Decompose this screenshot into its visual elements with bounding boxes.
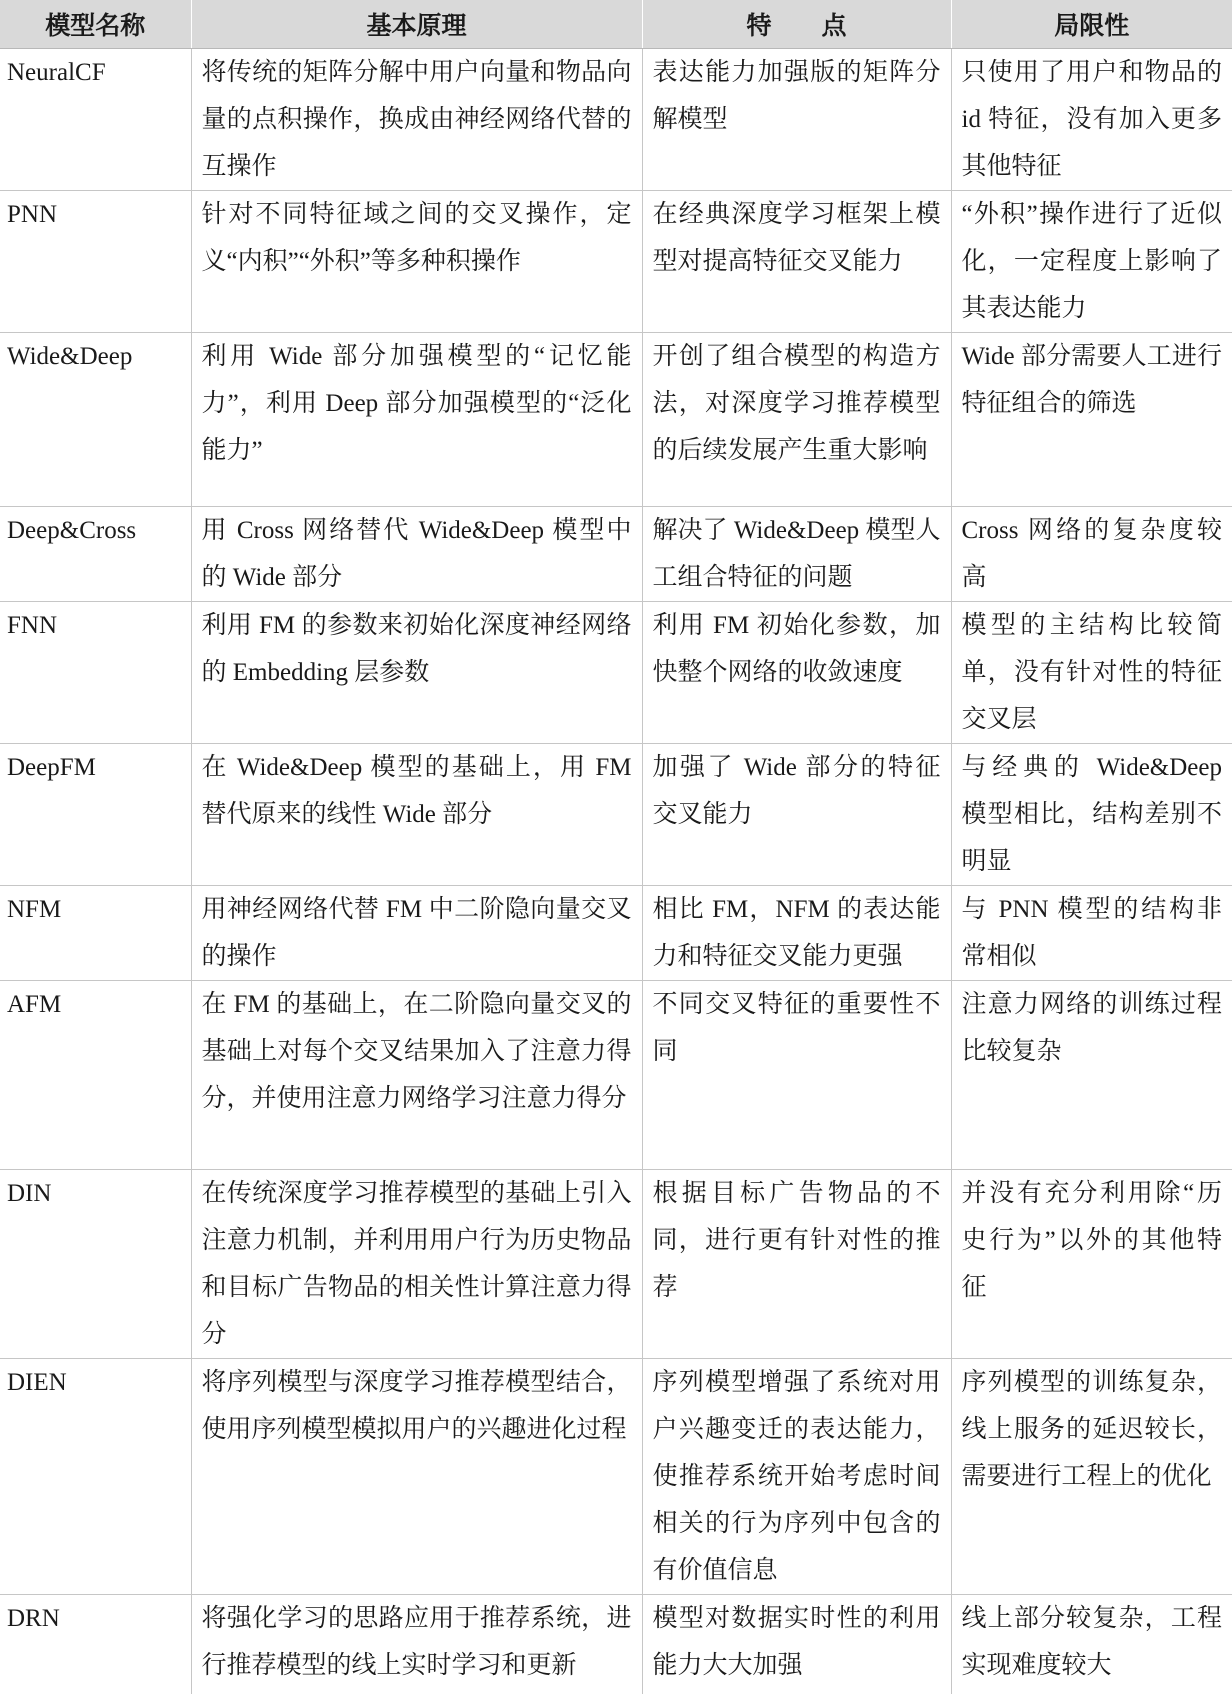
limitation-cell: 与经典的 Wide&Deep 模型相比，结构差别不明显 [951, 744, 1232, 886]
table-row [0, 1595, 1232, 1694]
principle-cell: 将强化学习的思路应用于推荐系统，进行推荐模型的线上实时学习和更新 [191, 1595, 642, 1694]
principle-cell: 用 Cross 网络替代 Wide&Deep 模型中的 Wide 部分 [191, 507, 642, 602]
principle-cell: 将传统的矩阵分解中用户向量和物品向量的点积操作，换成由神经网络代替的互操作 [191, 49, 642, 191]
header-limitation: 局限性 [951, 0, 1232, 49]
principle-cell: 利用 Wide 部分加强模型的“记忆能力”，利用 Deep 部分加强模型的“泛化能力” [191, 333, 642, 507]
model-name-cell: DIEN [0, 1359, 191, 1595]
feature-cell: 开创了组合模型的构造方法，对深度学习推荐模型的后续发展产生重大影响 [642, 333, 951, 507]
model-name-cell: FNN [0, 602, 191, 744]
feature-cell: 加强了 Wide 部分的特征交叉能力 [642, 744, 951, 886]
header-principle: 基本原理 [191, 0, 642, 49]
limitation-cell: 与 PNN 模型的结构非常相似 [951, 886, 1232, 981]
feature-cell: 模型对数据实时性的利用能力大大加强 [642, 1595, 951, 1694]
model-name-cell: Deep&Cross [0, 507, 191, 602]
limitation-cell: 线上部分较复杂，工程实现难度较大 [961, 1605, 1222, 1679]
model-name-cell: AFM [0, 981, 191, 1170]
principle-cell: 将序列模型与深度学习推荐模型结合，使用序列模型模拟用户的兴趣进化过程 [191, 1359, 642, 1595]
feature-cell: 解决了 Wide&Deep 模型人工组合特征的问题 [642, 507, 951, 602]
limitation-cell: 注意力网络的训练过程比较复杂 [951, 981, 1232, 1170]
table-row [0, 744, 1232, 886]
limitation-cell: 模型的主结构比较简单，没有针对性的特征交叉层 [951, 602, 1232, 744]
limitation-cell: 并没有充分利用除“历史行为”以外的其他特征 [951, 1170, 1232, 1359]
limitation-cell: Cross 网络的复杂度较高 [951, 507, 1232, 602]
feature-cell: 根据目标广告物品的不同，进行更有针对性的推荐 [642, 1170, 951, 1359]
table-row [0, 886, 1232, 981]
table-row [0, 1359, 1232, 1595]
model-name-cell: NFM [0, 886, 191, 981]
header-feature: 特 点 [642, 0, 951, 49]
feature-cell: 利用 FM 初始化参数，加快整个网络的收敛速度 [642, 602, 951, 744]
table-row [0, 602, 1232, 744]
table-row [0, 49, 1232, 191]
model-name-cell: DRN [0, 1595, 191, 1694]
limitation-cell: Wide 部分需要人工进行特征组合的筛选 [951, 333, 1232, 507]
feature-cell: 序列模型增强了系统对用户兴趣变迁的表达能力，使推荐系统开始考虑时间相关的行为序列中包含的有价值信息 [642, 1359, 951, 1595]
header-model-name: 模型名称 [0, 0, 191, 49]
feature-cell: 不同交叉特征的重要性不同 [642, 981, 951, 1170]
limitation-cell: “外积”操作进行了近似化，一定程度上影响了其表达能力 [951, 191, 1232, 333]
table-row [0, 1170, 1232, 1359]
feature-cell: 在经典深度学习框架上模型对提高特征交叉能力 [642, 191, 951, 333]
model-name-cell: PNN [0, 191, 191, 333]
principle-cell: 在 FM 的基础上，在二阶隐向量交叉的基础上对每个交叉结果加入了注意力得分，并使用注意力网络学习注意力得分 [191, 981, 642, 1170]
feature-cell: 表达能力加强版的矩阵分解模型 [642, 49, 951, 191]
model-name-cell: Wide&Deep [0, 333, 191, 507]
header-row [0, 0, 1232, 49]
model-name-cell: NeuralCF [0, 49, 191, 191]
limitation-cell: 只使用了用户和物品的 id 特征，没有加入更多其他特征 [951, 49, 1232, 191]
principle-cell: 用神经网络代替 FM 中二阶隐向量交叉的操作 [191, 886, 642, 981]
table-row [0, 981, 1232, 1170]
table-row [0, 191, 1232, 333]
model-name-cell: DeepFM [0, 744, 191, 886]
principle-cell: 在 Wide&Deep 模型的基础上，用 FM 替代原来的线性 Wide 部分 [191, 744, 642, 886]
limitation-cell: 序列模型的训练复杂，线上服务的延迟较长，需要进行工程上的优化 [951, 1359, 1232, 1595]
principle-cell: 在传统深度学习推荐模型的基础上引入注意力机制，并利用用户行为历史物品和目标广告物品的相关性计算注意力得分 [191, 1170, 642, 1359]
feature-cell: 相比 FM，NFM 的表达能力和特征交叉能力更强 [642, 886, 951, 981]
table-row [0, 507, 1232, 602]
principle-cell: 利用 FM 的参数来初始化深度神经网络的 Embedding 层参数 [191, 602, 642, 744]
model-name-cell: DIN [0, 1170, 191, 1359]
table-row [0, 333, 1232, 507]
principle-cell: 针对不同特征域之间的交叉操作，定义“内积”“外积”等多种积操作 [191, 191, 642, 333]
